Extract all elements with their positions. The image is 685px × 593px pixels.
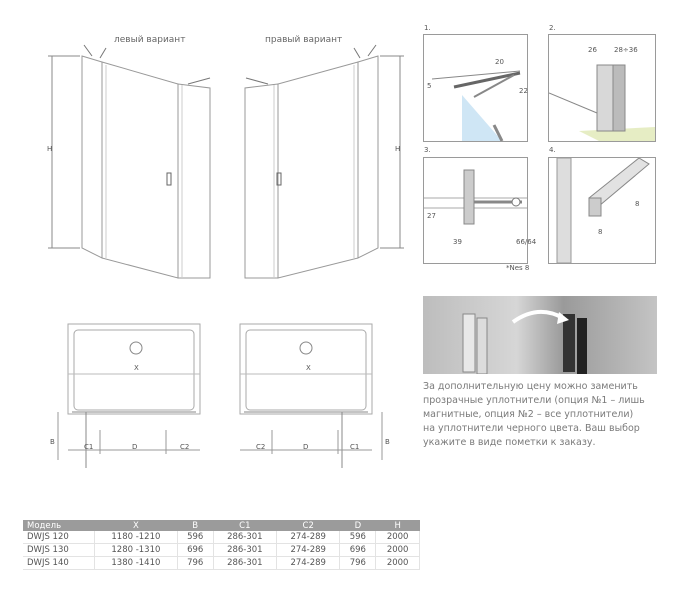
left-x-label: X [134,364,139,372]
col-b: B [177,520,213,531]
cell: 2000 [376,557,420,570]
detail-4-val-8b: 8 [598,228,603,236]
cell: 274-289 [277,531,340,544]
cell: 1380 -1410 [95,557,178,570]
right-d-label: D [303,443,309,451]
detail-2-val-26: 26 [588,46,597,54]
right-b-label: B [385,438,390,446]
cell: DWJS 140 [23,557,95,570]
col-d: D [340,520,376,531]
detail-3-val-66-64: 66/64 [516,238,537,246]
detail-2-val-28-36: 28÷36 [614,46,638,54]
detail-3-number: 3. [424,146,431,154]
detail-2-box [548,34,656,142]
gasket-description [423,380,663,450]
left-h-label: H [47,145,53,153]
detail-3-val-27: 27 [427,212,436,220]
front-views-drawing [40,40,410,290]
table-row [23,557,420,570]
col-c1: C1 [213,520,276,531]
description-line-5: укажите в виде пометки к заказу. [423,437,596,448]
spec-table [23,520,420,570]
detail-3-val-39: 39 [453,238,462,246]
cell: 696 [177,544,213,557]
gasket-photo [423,296,657,374]
detail-1-box [423,34,528,142]
table-row [23,544,420,557]
left-b-label: B [50,438,55,446]
cell: 1280 -1310 [95,544,178,557]
cell: DWJS 120 [23,531,95,544]
cell: 286-301 [213,557,276,570]
cell: 286-301 [213,544,276,557]
cell: 2000 [376,544,420,557]
cell: 286-301 [213,531,276,544]
cell: 2000 [376,531,420,544]
col-c2: C2 [277,520,340,531]
nes-note: *Nes 8 [506,264,530,272]
detail-4-number: 4. [549,146,556,154]
col-x: X [95,520,178,531]
cell: 796 [340,557,376,570]
cell: 274-289 [277,544,340,557]
col-h: H [376,520,420,531]
detail-4-val-8a: 8 [635,200,640,208]
col-model: Модель [23,520,95,531]
table-row [23,531,420,544]
detail-1-val-20: 20 [495,58,504,66]
left-variant-label: левый вариант [114,35,186,45]
description-line-1: За дополнительную цену можно заменить [423,381,638,392]
detail-3-box [423,157,528,264]
right-c2-label: C2 [256,443,266,451]
cell: 596 [177,531,213,544]
cell: 274-289 [277,557,340,570]
right-variant-label: правый вариант [265,35,343,45]
detail-1-val-22: 22 [519,87,528,95]
right-x-label: X [306,364,311,372]
cell: 1180 -1210 [95,531,178,544]
cell: DWJS 130 [23,544,95,557]
detail-4-box [548,157,656,264]
right-h-label: H [395,145,401,153]
detail-2-number: 2. [549,24,556,32]
description-line-4: на уплотнители черного цвета. Ваш выбор [423,423,640,434]
left-c2-label: C2 [180,443,190,451]
cell: 796 [177,557,213,570]
left-c1-label: C1 [84,443,94,451]
right-c1-label: C1 [350,443,360,451]
left-d-label: D [132,443,138,451]
cell: 696 [340,544,376,557]
table-header-row [23,520,420,531]
description-line-2: прозрачные уплотнители (опция №1 – лишь [423,395,645,406]
cell: 596 [340,531,376,544]
description-line-3: магнитные, опция №2 – все уплотнители) [423,409,634,420]
detail-1-number: 1. [424,24,431,32]
detail-1-val-5: 5 [427,82,432,90]
plan-views-drawing [40,320,410,480]
